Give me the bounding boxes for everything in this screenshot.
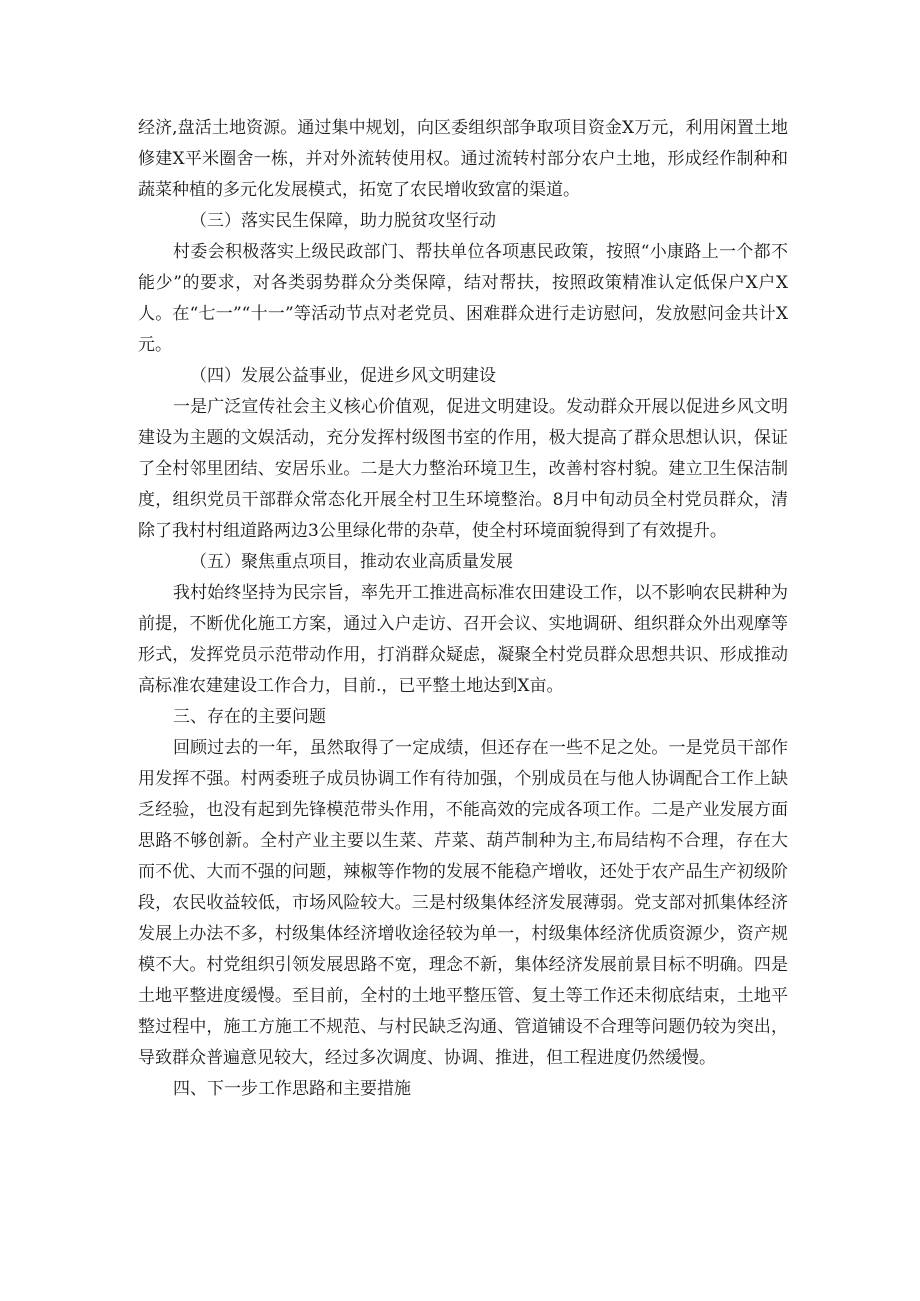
paragraph-main-problems: 回顾过去的一年，虽然取得了一定成绩，但还存在一些不足之处。一是党员干部作用发挥不强。村两委班子成员协调工作有待加强，个别成员在与他人协调配合工作上缺乏经验，也没有起到先锋模范带头作用，不能高效的完成各项工作。二是产业发展方面思路不够创新。全村产业主要以生菜、芹菜、葫芦制种为主,布局结构不合理，存在大而不优、大而不强的问题，辣椒等作物的发展不能稳产增收，还处于农产品生产初级阶段，农民收益较低，市场风险较大。三是村级集体经济发展薄弱。党支部对抓集体经济发展上办法不多，村级集体经济增收途径较为单一，村级集体经济优质资源少，资产规模不大。村党组织引领发展思路不宽，理念不新，集体经济发展前景目标不明确。四是土地平整进度缓慢。至目前，全村的土地平整压管、复土等工作还未彻底结束，土地平整过程中，施工方施工不规范、与村民缺乏沟通、管道铺设不合理等问题仍较为突出，导致群众普遍意见较大，经过多次调度、协调、推进，但工程进度仍然缓慢。	[138, 738, 788, 1068]
section-heading-main-problems: 三、存在的主要问题	[173, 707, 326, 727]
subheading-public-welfare: （四）发展公益事业，促进乡风文明建设	[190, 366, 496, 386]
subheading-livelihood-security: （三）落实民生保障，助力脱贫攻坚行动	[190, 211, 496, 231]
paragraph-public-welfare: 一是广泛宣传社会主义核心价值观，促进文明建设。发动群众开展以促进乡风文明建设为主题的文娱活动，充分发挥村级图书室的作用，极大提高了群众思想认识，保证了全村邻里团结、安居乐业。二是大力整治环境卫生，改善村容村貌。建立卫生保洁制度，组织党员干部群众常态化开展全村卫生环境整治。8月中旬动员全村党员群众，清除了我村村组道路两边3公里绿化带的杂草，使全村环境面貌得到了有效提升。	[138, 397, 788, 541]
document-body	[138, 113, 788, 1105]
paragraph-livelihood-security: 村委会积极落实上级民政部门、帮扶单位各项惠民政策，按照“小康路上一个都不能少”的要求，对各类弱势群众分类保障，结对帮扶，按照政策精准认定低保户X户X人。在“七一”“十一”等活动节点对老党员、困难群众进行走访慰问，发放慰问金共计X元。	[138, 242, 788, 355]
subheading-key-projects: （五）聚焦重点项目，推动农业高质量发展	[190, 552, 513, 572]
paragraph-key-projects: 我村始终坚持为民宗旨，率先开工推进高标准农田建设工作，以不影响农民耕种为前提，不断优化施工方案，通过入户走访、召开会议、实地调研、组织群众外出观摩等形式，发挥党员示范带动作用，打消群众疑虑，凝聚全村党员群众思想共识、形成推动高标准农建建设工作合力，目前.，已平整土地达到X亩。	[138, 583, 788, 696]
paragraph-land-resources: 经济,盘活土地资源。通过集中规划，向区委组织部争取项目资金X万元，利用闲置土地修建X平米圈舍一栋，并对外流转使用权。通过流转村部分农户土地，形成经作制种和蔬菜种植的多元化发展模式，拓宽了农民增收致富的渠道。	[138, 118, 788, 200]
section-heading-next-steps: 四、下一步工作思路和主要措施	[173, 1079, 411, 1099]
